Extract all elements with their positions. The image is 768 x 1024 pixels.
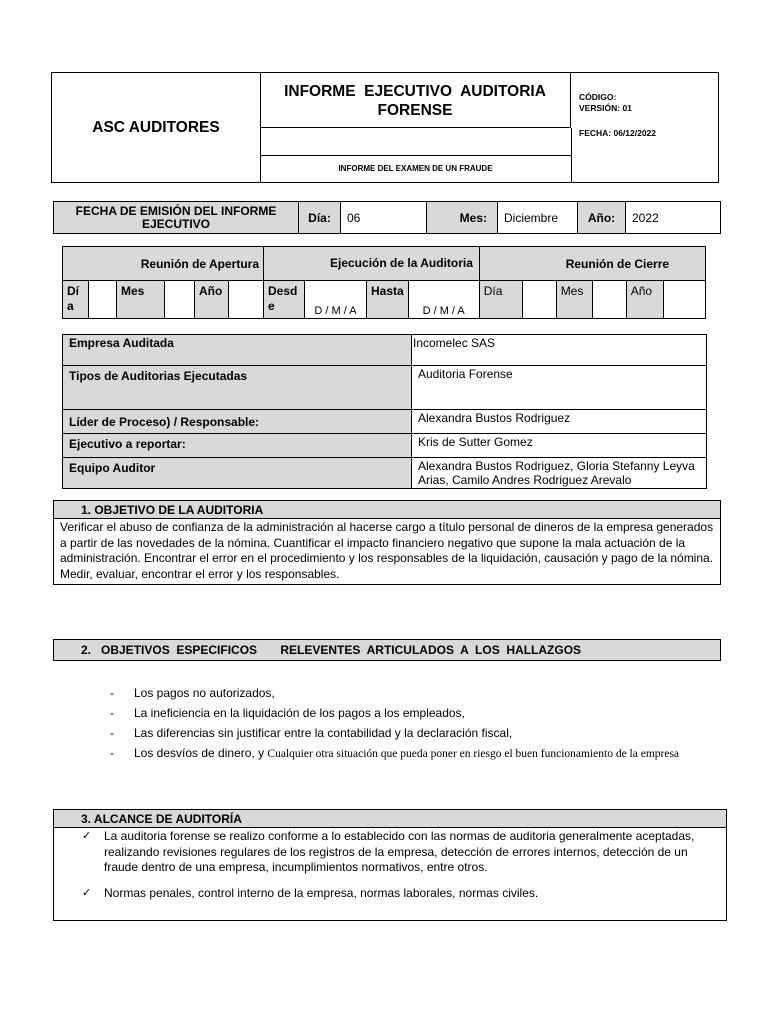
report-title: [260, 73, 571, 128]
section-alcance-title: 3. ALCANCE DE AUDITORÍA: [53, 809, 727, 828]
cierre-mes-value: [592, 281, 626, 319]
list-item: [60, 829, 720, 876]
list-item: [110, 706, 710, 721]
cierre-anio-label: Año: [626, 281, 663, 319]
reunion-apertura-header: Reunión de Apertura: [63, 247, 264, 281]
apertura-mes-label: Mes: [117, 281, 165, 319]
anio-label: Año:: [578, 202, 626, 234]
cierre-mes-label: Mes: [556, 281, 592, 319]
apertura-dia-value: [89, 281, 117, 319]
dash-bullet: -: [110, 706, 114, 720]
cierre-dia-label: Día: [479, 281, 522, 319]
list-item-text: Los pagos no autorizados,: [134, 686, 275, 700]
empresa-value: Incomelec SAS: [412, 335, 707, 366]
tipos-label: Tipos de Auditorias Ejecutadas: [63, 366, 412, 410]
cierre-dia-value: [522, 281, 556, 319]
section-objetivos-especificos: [53, 639, 721, 661]
meetings-table: [62, 246, 706, 319]
lider-label: Líder de Proceso) / Responsable:: [63, 410, 412, 434]
list-item-text: Los desvíos de dinero, y: [134, 746, 265, 760]
list-item-text: Las diferencias sin justificar entre la contabilidad y la declaración fiscal,: [134, 726, 513, 740]
mes-value: Diciembre: [498, 202, 578, 234]
desde-label: Desd e: [264, 281, 305, 319]
check-icon: ✓: [82, 886, 92, 899]
hasta-label: Hasta: [367, 281, 409, 319]
codigo-label: CÓDIGO:: [579, 92, 617, 102]
equipo-value: Alexandra Bustos Rodriguez, Gloria Stefanny Leyva Arias, Camilo Andres Rodriguez Arevalo: [412, 458, 707, 489]
document-meta: [579, 92, 632, 114]
ejecutivo-label: Ejecutivo a reportar:: [63, 434, 412, 458]
objetivos-list-wrap: [110, 686, 710, 767]
check-icon: ✓: [82, 830, 92, 842]
alcance-list: [60, 829, 720, 901]
report-subtitle: INFORME DEL EXAMEN DE UN FRAUDE: [260, 155, 572, 182]
list-item: [110, 726, 710, 741]
cierre-anio-value: [663, 281, 705, 319]
list-item-text-tail: Cualquier otra situación que pueda poner en riesgo el buen funcionamiento de la empresa: [267, 748, 680, 760]
list-item-text: La ineficiencia en la liquidación de los pagos a los empleados,: [134, 706, 465, 720]
list-item-text: La auditoria forense se realizo conforme a lo establecido con las normas de auditoria generalmente aceptadas, realizando revisiones regulares de los registros de la empresa, detección de errores internos, detección de un fraude dentro de una empresa, incumplimientos normativos, entre otros.: [104, 829, 695, 874]
section-alcance-body: [53, 828, 727, 921]
emission-label: FECHA DE EMISIÓN DEL INFORME EJECUTIVO: [54, 202, 299, 234]
objetivos-list: [110, 686, 710, 762]
dash-bullet: -: [110, 746, 114, 760]
fecha-label: FECHA: 06/12/2022: [579, 128, 657, 138]
ejecucion-header: Ejecución de la Auditoria: [264, 247, 480, 281]
emission-date-table: [53, 201, 721, 234]
document-header: [51, 72, 719, 183]
tipos-value: Auditoria Forense: [412, 366, 707, 410]
header-blank-cell: [260, 128, 572, 156]
list-item: [60, 886, 720, 902]
mes-label: Mes:: [427, 202, 498, 234]
apertura-anio-label: Año: [195, 281, 229, 319]
apertura-mes-value: [165, 281, 195, 319]
apertura-anio-value: [229, 281, 264, 319]
report-title-line2: FORENSE: [377, 102, 453, 119]
ejecutivo-value: Kris de Sutter Gomez: [412, 434, 707, 458]
company-name: ASC AUDITORES: [52, 73, 261, 182]
reunion-cierre-header: Reunión de Cierre: [479, 247, 705, 281]
anio-value: 2022: [626, 202, 721, 234]
apertura-dia-label: Dí a: [63, 281, 89, 319]
section-objetivo: [53, 500, 721, 585]
version-label: VERSIÓN: 01: [579, 103, 632, 113]
list-item-text: Normas penales, control interno de la empresa, normas laborales, normas civiles.: [104, 885, 539, 900]
section-objetivo-title: 1. OBJETIVO DE LA AUDITORIA: [53, 500, 721, 519]
list-item: [110, 686, 710, 701]
dia-value: 06: [341, 202, 427, 234]
hasta-value: D / M / A: [408, 281, 479, 319]
audit-info-table: [62, 334, 707, 489]
lider-value: Alexandra Bustos Rodriguez: [412, 410, 707, 434]
list-item: [110, 746, 710, 762]
dia-label: Día:: [299, 202, 341, 234]
empresa-label: Empresa Auditada: [63, 335, 412, 366]
section-objetivos-especificos-title: 2. OBJETIVOS ESPECIFICOS RELEVENTES ARTICULADOS A LOS HALLAZGOS: [53, 639, 721, 661]
dash-bullet: -: [110, 726, 114, 740]
dash-bullet: -: [110, 686, 114, 700]
section-alcance: [53, 809, 727, 921]
equipo-label: Equipo Auditor: [63, 458, 412, 489]
report-title-line1: INFORME EJECUTIVO AUDITORIA: [284, 83, 546, 100]
section-objetivo-body: Verificar el abuso de confianza de la administración al hacerse cargo a título personal de dineros de la empresa generados a partir de las novedades de la nómina. Cuantificar el impacto financiero negativo que supone la mala actuación de la administración. Encontrar el error en el procedimiento y los responsables de la liquidación, causación y pago de la nómina. Medir, evaluar, encontrar el error y los responsables.: [53, 519, 721, 585]
desde-value: D / M / A: [305, 281, 367, 319]
